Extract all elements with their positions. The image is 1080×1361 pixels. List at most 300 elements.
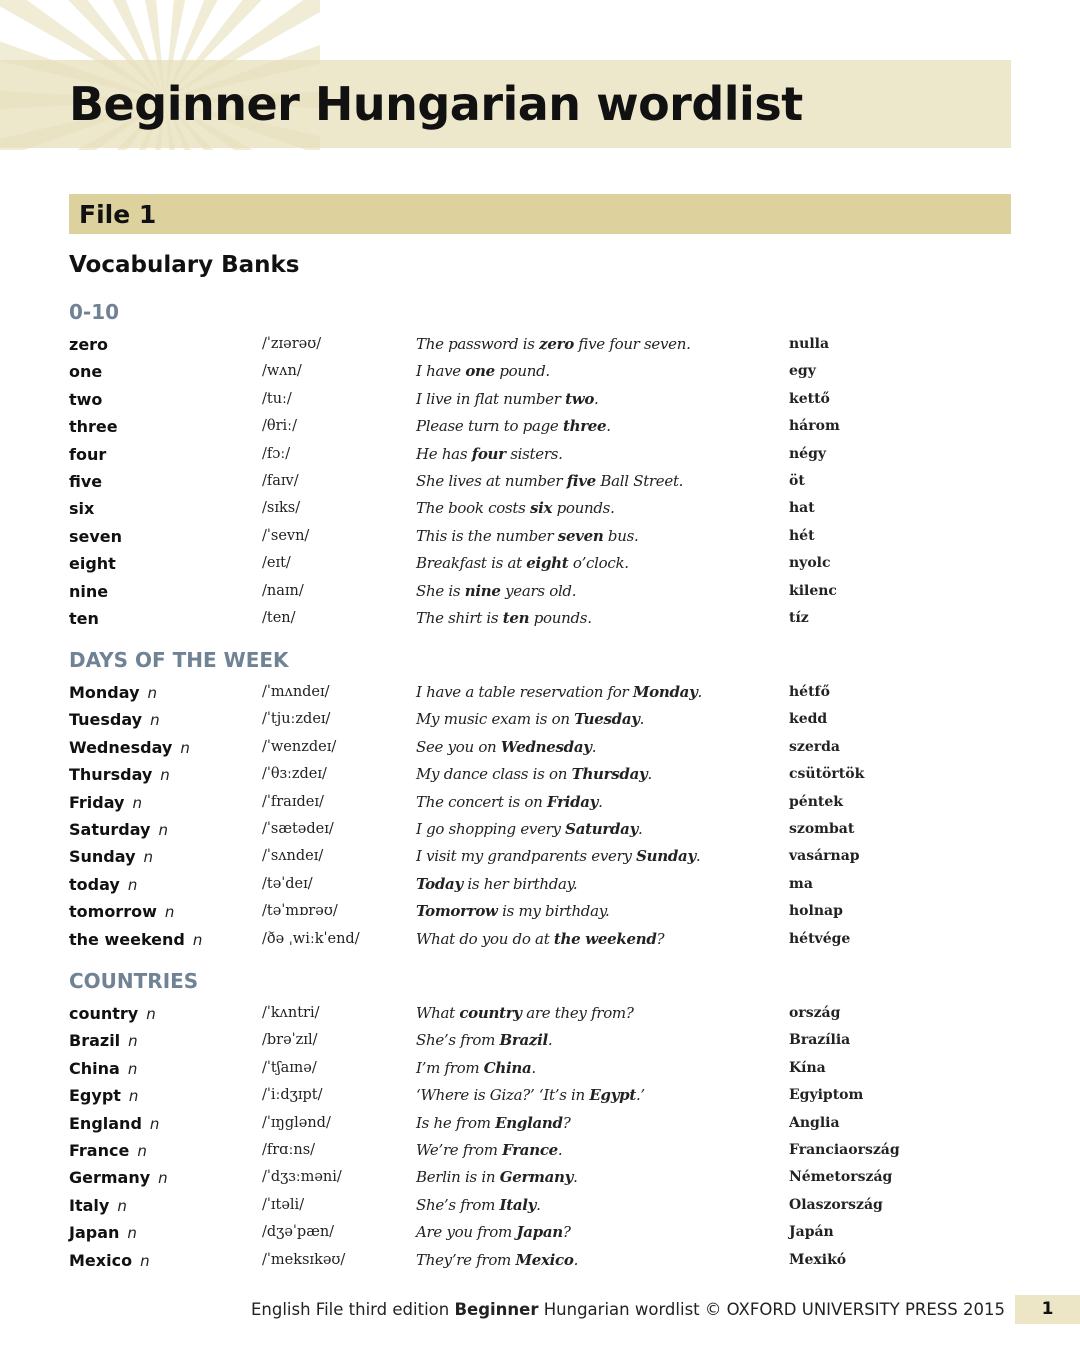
- example-text-after: .: [697, 683, 702, 701]
- pronunciation: /eɪt/: [262, 555, 291, 572]
- english-word: [69, 706, 160, 734]
- pronunciation: /ˈtjuːzdeɪ/: [262, 711, 331, 728]
- example-text-before: I have: [416, 362, 466, 381]
- word-text: eight: [69, 554, 116, 574]
- word-row: [0, 871, 1080, 898]
- example-sentence: [416, 605, 592, 632]
- example-keyword: China: [483, 1058, 532, 1077]
- example-text-after: .: [637, 819, 643, 838]
- word-row: [0, 816, 1080, 843]
- word-text: country: [69, 1004, 139, 1023]
- example-text-after: o’clock.: [568, 554, 629, 573]
- example-keyword: five: [566, 471, 596, 490]
- example-sentence: [416, 926, 664, 953]
- example-keyword: Tomorrow: [416, 902, 498, 921]
- pronunciation: /ˈθɜːzdeɪ/: [262, 766, 327, 783]
- example-sentence: [416, 706, 644, 733]
- example-text-before: The book costs: [416, 499, 530, 518]
- part-of-speech: n: [160, 766, 170, 785]
- word-row: [0, 898, 1080, 925]
- example-keyword: Tuesday: [574, 710, 640, 729]
- pronunciation: /ˈsʌndeɪ/: [262, 848, 324, 865]
- example-text-before: What do you do at: [416, 929, 554, 948]
- example-keyword: country: [459, 1004, 522, 1022]
- hungarian-translation: szombat: [789, 820, 855, 837]
- part-of-speech: n: [180, 738, 190, 757]
- example-sentence: [416, 816, 642, 843]
- english-word: [69, 605, 107, 633]
- example-text-after: .: [557, 1140, 563, 1159]
- section-heading-days: DAYS OF THE WEEK: [69, 648, 289, 672]
- part-of-speech: n: [117, 1196, 127, 1215]
- example-text-before: I live in flat number: [416, 389, 566, 408]
- example-sentence: [416, 550, 629, 577]
- example-text-before: Breakfast is at: [416, 554, 527, 573]
- english-word: [69, 816, 168, 844]
- word-row: [0, 1000, 1080, 1027]
- english-word: [69, 441, 114, 469]
- word-text: Thursday: [69, 765, 153, 785]
- english-word: [69, 413, 126, 441]
- footer-text-start: English File third edition: [250, 1300, 455, 1319]
- word-text: five: [69, 471, 103, 491]
- word-row: [0, 1027, 1080, 1054]
- english-word: [69, 843, 153, 871]
- example-text-after: is my birthday.: [497, 902, 610, 921]
- footer-level: Beginner: [454, 1300, 539, 1319]
- hungarian-translation: péntek: [789, 793, 843, 810]
- example-text-after: .: [594, 389, 599, 408]
- hungarian-translation: hat: [789, 500, 815, 517]
- word-text: Germany: [69, 1168, 151, 1188]
- part-of-speech: n: [146, 1005, 156, 1023]
- hungarian-translation: Mexikó: [789, 1251, 847, 1268]
- word-row: [0, 1110, 1080, 1137]
- example-keyword: three: [562, 417, 607, 436]
- word-text: Egypt: [69, 1086, 121, 1106]
- file-title: File 1: [79, 200, 157, 229]
- example-sentence: [416, 386, 599, 413]
- word-text: four: [69, 444, 107, 464]
- example-sentence: [416, 578, 576, 605]
- example-text-after: are they from?: [521, 1004, 634, 1022]
- word-row: [0, 578, 1080, 605]
- hungarian-translation: Anglia: [789, 1114, 840, 1131]
- hungarian-translation: három: [789, 418, 840, 435]
- example-keyword: zero: [539, 335, 574, 353]
- english-word: [69, 761, 170, 789]
- word-text: six: [69, 499, 95, 519]
- hungarian-translation: négy: [789, 445, 827, 462]
- example-text-after: is her birthday.: [462, 874, 578, 893]
- example-text-before: This is the number: [416, 526, 558, 545]
- word-row: [0, 1137, 1080, 1164]
- english-word: [69, 734, 190, 762]
- pronunciation: /θriː/: [262, 418, 297, 435]
- part-of-speech: n: [192, 930, 203, 949]
- example-text-before: They’re from: [416, 1250, 516, 1269]
- example-sentence: [416, 1000, 634, 1027]
- word-row: [0, 1082, 1080, 1109]
- word-text: Tuesday: [69, 710, 143, 730]
- example-text-after: .: [591, 737, 597, 756]
- word-text: Brazil: [69, 1031, 121, 1051]
- pronunciation: /frɑːns/: [262, 1141, 316, 1158]
- word-text: tomorrow: [69, 902, 157, 922]
- hungarian-translation: kilenc: [789, 582, 837, 599]
- word-row: [0, 358, 1080, 385]
- word-text: one: [69, 362, 103, 382]
- word-row: [0, 1192, 1080, 1219]
- example-text-before: We’re from: [416, 1140, 503, 1159]
- pronunciation: /ˈiːdʒɪpt/: [262, 1087, 323, 1104]
- part-of-speech: n: [140, 1251, 150, 1270]
- english-word: [69, 1247, 150, 1275]
- english-word: [69, 898, 174, 926]
- example-text-before: I have a table reservation for: [416, 683, 633, 701]
- pronunciation: /ˈsevn/: [262, 527, 310, 544]
- example-sentence: [416, 1192, 541, 1219]
- example-text-before: My dance class is on: [416, 765, 572, 784]
- example-keyword: seven: [557, 526, 604, 545]
- example-sentence: [416, 761, 652, 788]
- part-of-speech: n: [132, 793, 142, 812]
- pronunciation: /təˈmɒrəʊ/: [262, 903, 338, 920]
- example-keyword: Sunday: [636, 847, 696, 866]
- hungarian-translation: kedd: [789, 711, 828, 728]
- example-text-after: Ball Street.: [595, 471, 684, 490]
- hungarian-translation: ma: [789, 875, 813, 892]
- example-text-after: years old.: [500, 581, 577, 600]
- hungarian-translation: ország: [789, 1005, 841, 1021]
- english-word: [69, 1137, 147, 1165]
- example-sentence: [416, 495, 615, 522]
- example-sentence: [416, 1247, 578, 1274]
- word-text: Monday: [69, 683, 140, 702]
- part-of-speech: n: [158, 820, 168, 839]
- example-text-after: .: [606, 417, 611, 436]
- example-keyword: Brazil: [499, 1031, 548, 1050]
- english-word: [69, 1219, 137, 1247]
- hungarian-translation: Olaszország: [789, 1196, 883, 1213]
- pronunciation: /brəˈzɪl/: [262, 1032, 318, 1049]
- example-keyword: Monday: [632, 683, 698, 701]
- example-sentence: [416, 331, 691, 358]
- hungarian-translation: hétvége: [789, 930, 851, 947]
- example-text-after: .: [647, 765, 652, 784]
- example-text-after: five four seven.: [573, 335, 691, 353]
- word-row: [0, 1164, 1080, 1191]
- word-row: [0, 761, 1080, 788]
- example-text-after: pound.: [494, 362, 550, 381]
- word-list-countries: [0, 1000, 1080, 1274]
- hungarian-translation: Németország: [789, 1169, 893, 1186]
- part-of-speech: n: [164, 903, 175, 922]
- word-text: France: [69, 1140, 130, 1160]
- pronunciation: /tuː/: [262, 390, 292, 407]
- footer-credit: [251, 1297, 1005, 1323]
- pronunciation: /ˈtʃaɪnə/: [262, 1059, 317, 1076]
- example-sentence: [416, 679, 702, 706]
- pronunciation: /ˈɪtəli/: [262, 1196, 305, 1213]
- example-sentence: [416, 1027, 552, 1054]
- english-word: [69, 578, 116, 606]
- hungarian-translation: csütörtök: [789, 766, 865, 783]
- english-word: [69, 1082, 138, 1110]
- english-word: [69, 1000, 156, 1028]
- example-sentence: [416, 358, 550, 385]
- word-row: [0, 523, 1080, 550]
- example-sentence: [416, 468, 683, 495]
- example-sentence: [416, 413, 611, 440]
- example-keyword: Germany: [499, 1168, 574, 1187]
- example-keyword: two: [565, 389, 595, 408]
- hungarian-translation: Kína: [789, 1059, 826, 1076]
- example-text-after: .: [695, 847, 701, 866]
- example-keyword: one: [465, 362, 495, 381]
- example-sentence: [416, 523, 638, 550]
- pronunciation: /ˈɪŋglənd/: [262, 1114, 331, 1131]
- english-word: [69, 1164, 168, 1192]
- example-text-before: The shirt is: [416, 608, 503, 627]
- example-keyword: England: [495, 1113, 563, 1132]
- english-word: [69, 468, 110, 496]
- pronunciation: /ten/: [262, 609, 296, 626]
- example-text-before: I’m from: [416, 1058, 484, 1077]
- example-keyword: eight: [526, 554, 569, 573]
- example-text-before: She’s from: [416, 1031, 500, 1050]
- example-text-after: sisters.: [505, 444, 563, 463]
- hungarian-translation: szerda: [789, 738, 840, 755]
- english-word: [69, 1055, 137, 1083]
- pronunciation: /sɪks/: [262, 500, 301, 517]
- page-number: 1: [1041, 1299, 1054, 1319]
- english-word: [69, 679, 157, 707]
- english-word: [69, 331, 116, 359]
- english-word: [69, 495, 102, 523]
- example-keyword: six: [529, 499, 553, 518]
- word-text: Mexico: [69, 1250, 133, 1270]
- example-text-before: She lives at number: [416, 471, 567, 490]
- page-title: Beginner Hungarian wordlist: [69, 77, 803, 131]
- word-row: [0, 843, 1080, 870]
- pronunciation: /ˈdʒɜːməni/: [262, 1169, 342, 1186]
- part-of-speech: n: [127, 1224, 137, 1243]
- example-keyword: Italy: [499, 1195, 537, 1214]
- part-of-speech: n: [127, 875, 138, 894]
- example-text-after: bus.: [603, 526, 639, 545]
- hungarian-translation: holnap: [789, 903, 843, 920]
- hungarian-translation: öt: [789, 472, 805, 489]
- word-row: [0, 1247, 1080, 1274]
- example-text-before: Berlin is in: [416, 1168, 500, 1187]
- example-keyword: Saturday: [565, 819, 638, 838]
- part-of-speech: n: [127, 1059, 138, 1078]
- pronunciation: /ˈkʌntri/: [262, 1005, 320, 1021]
- word-text: Italy: [69, 1195, 110, 1215]
- word-row: [0, 926, 1080, 953]
- part-of-speech: n: [149, 1114, 160, 1133]
- word-text: ten: [69, 608, 99, 628]
- pronunciation: /wʌn/: [262, 363, 302, 380]
- pronunciation: /ˈsætədeɪ/: [262, 820, 334, 837]
- word-text: Wednesday: [69, 737, 173, 757]
- pronunciation: /faɪv/: [262, 472, 299, 489]
- word-text: zero: [69, 335, 109, 354]
- page-number-box: [1015, 1295, 1080, 1324]
- example-text-before: See you on: [416, 737, 501, 756]
- example-text-before: Is he from: [416, 1113, 496, 1132]
- example-sentence: [416, 1219, 571, 1246]
- example-keyword: Egypt: [589, 1086, 636, 1105]
- example-text-before: He has: [416, 444, 472, 463]
- hungarian-translation: hét: [789, 527, 815, 544]
- word-row: [0, 495, 1080, 522]
- example-keyword: ten: [502, 608, 530, 627]
- example-keyword: nine: [464, 581, 501, 600]
- word-row: [0, 386, 1080, 413]
- word-text: today: [69, 874, 120, 894]
- example-sentence: [416, 1082, 645, 1109]
- example-text-after: pounds.: [529, 608, 592, 627]
- vocabulary-banks-heading: Vocabulary Banks: [69, 252, 300, 278]
- pronunciation: /ˈfraɪdeɪ/: [262, 793, 324, 810]
- pronunciation: /ˈwenzdeɪ/: [262, 738, 337, 755]
- word-text: Friday: [69, 792, 125, 812]
- example-text-after: .: [598, 792, 603, 811]
- section-heading-countries: COUNTRIES: [69, 969, 199, 993]
- hungarian-translation: egy: [789, 363, 816, 380]
- section-heading-numbers: 0-10: [69, 300, 120, 324]
- word-text: three: [69, 417, 118, 437]
- hungarian-translation: nulla: [789, 336, 830, 352]
- hungarian-translation: Japán: [789, 1224, 834, 1241]
- english-word: [69, 358, 110, 386]
- pronunciation: /fɔː/: [262, 445, 291, 462]
- example-text-after: .’: [635, 1086, 645, 1105]
- file-header-bar: [69, 194, 1011, 234]
- example-text-after: .: [573, 1250, 579, 1269]
- example-text-after: .: [573, 1168, 578, 1187]
- example-text-before: The concert is on: [416, 792, 547, 811]
- example-text-after: pounds.: [552, 499, 615, 518]
- hungarian-translation: kettő: [789, 390, 830, 407]
- example-sentence: [416, 441, 563, 468]
- example-text-before: Are you from: [416, 1223, 517, 1242]
- example-keyword: Japan: [516, 1223, 563, 1242]
- hungarian-translation: vasárnap: [789, 848, 860, 865]
- example-text-after: ?: [656, 929, 665, 948]
- pronunciation: /ðə ˌwiːkˈend/: [262, 930, 360, 947]
- hungarian-translation: Franciaország: [789, 1141, 900, 1158]
- part-of-speech: n: [150, 711, 160, 730]
- example-text-before: She’s from: [416, 1195, 500, 1214]
- example-text-before: She is: [416, 581, 465, 600]
- example-keyword: France: [502, 1140, 558, 1159]
- word-row: [0, 679, 1080, 706]
- example-sentence: [416, 843, 700, 870]
- english-word: [69, 386, 110, 414]
- example-keyword: Mexico: [515, 1250, 574, 1269]
- pronunciation: /naɪn/: [262, 582, 304, 599]
- word-text: Sunday: [69, 847, 136, 867]
- example-keyword: four: [471, 444, 506, 463]
- word-row: [0, 605, 1080, 632]
- example-text-before: What: [416, 1004, 460, 1022]
- word-row: [0, 1055, 1080, 1082]
- example-text-after: .: [531, 1058, 536, 1077]
- example-keyword: Wednesday: [500, 737, 592, 756]
- word-row: [0, 468, 1080, 495]
- part-of-speech: n: [128, 1087, 139, 1106]
- english-word: [69, 1027, 138, 1055]
- example-keyword: Today: [416, 874, 463, 893]
- english-word: [69, 1110, 159, 1138]
- english-word: [69, 1192, 127, 1220]
- example-keyword: the weekend: [553, 929, 657, 948]
- example-text-after: .: [536, 1195, 541, 1214]
- word-text: nine: [69, 581, 109, 601]
- example-text-after: .: [547, 1031, 553, 1050]
- english-word: [69, 523, 130, 551]
- word-row: [0, 331, 1080, 358]
- example-sentence: [416, 898, 609, 925]
- word-row: [0, 789, 1080, 816]
- example-sentence: [416, 1137, 562, 1164]
- example-text-after: ?: [562, 1223, 571, 1242]
- pronunciation: /dʒəˈpæn/: [262, 1224, 335, 1241]
- part-of-speech: n: [128, 1032, 138, 1051]
- example-text-after: ?: [562, 1113, 571, 1132]
- hungarian-translation: tíz: [789, 609, 809, 626]
- word-list-numbers: [0, 331, 1080, 632]
- example-sentence: [416, 1110, 570, 1137]
- word-text: Japan: [69, 1223, 120, 1243]
- part-of-speech: n: [147, 684, 158, 702]
- pronunciation: /ˈmeksɪkəʊ/: [262, 1251, 346, 1268]
- example-text-before: I go shopping every: [416, 819, 566, 838]
- example-text-before: I visit my grandparents every: [416, 847, 637, 866]
- word-row: [0, 441, 1080, 468]
- word-text: two: [69, 389, 103, 409]
- word-row: [0, 413, 1080, 440]
- example-sentence: [416, 1164, 578, 1191]
- word-row: [0, 734, 1080, 761]
- hungarian-translation: hétfő: [789, 684, 830, 700]
- example-text-before: The password is: [416, 335, 540, 353]
- word-text: China: [69, 1058, 120, 1078]
- example-text-before: ‘Where is Giza?’ ‘It’s in: [416, 1086, 590, 1105]
- footer-text-end: Hungarian wordlist © OXFORD UNIVERSITY PRESS 2015: [538, 1300, 1005, 1319]
- example-sentence: [416, 1055, 536, 1082]
- part-of-speech: n: [137, 1141, 147, 1160]
- word-list-days: [0, 679, 1080, 953]
- english-word: [69, 871, 137, 899]
- word-text: Saturday: [69, 819, 151, 839]
- part-of-speech: n: [143, 848, 154, 867]
- pronunciation: /təˈdeɪ/: [262, 875, 313, 892]
- word-row: [0, 1219, 1080, 1246]
- english-word: [69, 550, 124, 578]
- example-sentence: [416, 734, 596, 761]
- pronunciation: /ˈzɪərəʊ/: [262, 336, 322, 352]
- example-text-before: Please turn to page: [416, 417, 563, 436]
- word-text: seven: [69, 526, 123, 546]
- word-text: the weekend: [69, 929, 185, 949]
- word-row: [0, 706, 1080, 733]
- english-word: [69, 789, 142, 817]
- hungarian-translation: Brazília: [789, 1032, 851, 1049]
